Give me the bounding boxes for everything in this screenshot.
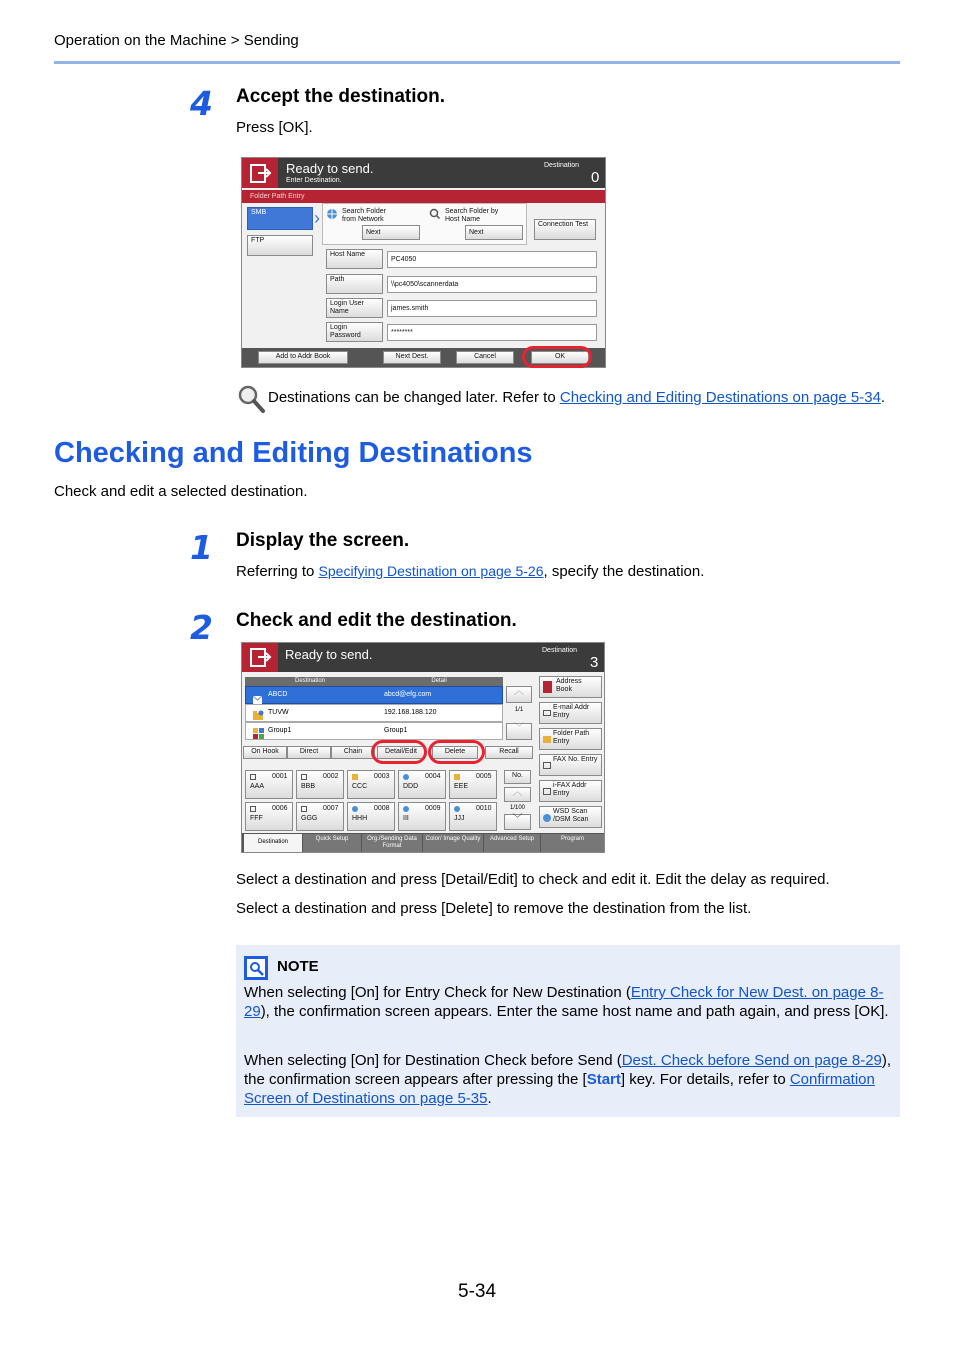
step-1-link[interactable]: Specifying Destination on page 5-26 <box>318 563 544 579</box>
number-search-button[interactable]: No. <box>504 770 531 784</box>
login-user-name-field[interactable]: james.smith <box>387 300 597 317</box>
email-icon <box>250 774 256 780</box>
delete-button[interactable]: Delete <box>432 746 478 759</box>
keys-scroll-down-button[interactable]: ﹀ <box>504 814 531 830</box>
key-name: AAA <box>250 783 265 790</box>
ifax-icon <box>543 788 551 795</box>
screen-subtitle: Enter Destination. <box>286 177 342 184</box>
fax-no-entry-button[interactable] <box>539 754 602 776</box>
folder-path-entry-button[interactable] <box>539 728 602 750</box>
tab-quick-setup[interactable]: Quick Setup <box>303 834 361 853</box>
screen-title: Ready to send. <box>285 647 373 662</box>
key-number: 0007 <box>323 805 339 812</box>
scan-icon <box>352 806 358 812</box>
section-intro: Check and edit a selected destination. <box>54 483 308 500</box>
chain-button[interactable]: Chain <box>331 746 375 759</box>
key-number: 0008 <box>374 805 390 812</box>
note-start-key: Start <box>586 1071 621 1088</box>
email-icon <box>543 710 551 716</box>
fax-no-entry-label: FAX No. Entry <box>553 756 598 763</box>
folder-path-entry-label: Folder Path Entry <box>553 730 590 745</box>
key-name: CCC <box>352 783 368 790</box>
ifax-addr-entry-label: i-FAX Addr Entry <box>553 782 587 797</box>
table-row[interactable] <box>245 704 503 722</box>
tab-advanced-setup[interactable]: Advanced Setup <box>484 834 540 853</box>
header-rule <box>54 61 900 64</box>
table-row[interactable] <box>245 722 503 740</box>
breadcrumb: Operation on the Machine > Sending <box>54 32 299 49</box>
address-book-icon <box>543 681 552 693</box>
path-field[interactable]: \\pc4050\scannerdata <box>387 276 597 293</box>
list-page-indicator: 1/1 <box>514 707 524 713</box>
key-number: 0003 <box>374 773 390 780</box>
note-p1-text-a: When selecting [On] for Entry Check for New Destination ( <box>244 984 631 1001</box>
step-1-heading: Display the screen. <box>236 530 410 551</box>
note-p1-text-b: ), the confirmation screen appears. Enter the same host name and path again, and press [OK]. <box>260 1003 889 1020</box>
search-folder-network-label: Search Folder from Network <box>342 208 386 223</box>
note-icon <box>244 956 268 980</box>
one-touch-key[interactable] <box>245 770 293 799</box>
one-touch-key[interactable] <box>296 770 344 799</box>
group-icon <box>253 726 264 737</box>
key-number: 0010 <box>476 805 492 812</box>
tab-destination[interactable]: Destination <box>244 834 302 853</box>
destination-label: Destination <box>544 162 580 169</box>
screen-title: Ready to send. <box>286 161 374 176</box>
ifax-addr-entry-button[interactable] <box>539 780 602 802</box>
tip-link[interactable]: Checking and Editing Destinations on page 5-34 <box>559 389 881 406</box>
one-touch-key[interactable] <box>449 802 497 831</box>
list-header <box>245 677 503 686</box>
cancel-button[interactable]: Cancel <box>456 351 514 364</box>
login-user-name-button[interactable]: Login User Name <box>326 298 383 318</box>
recall-button[interactable]: Recall <box>485 746 533 759</box>
key-name: DDD <box>403 783 419 790</box>
screen-title-bar <box>242 158 605 188</box>
keys-scroll-up-button[interactable]: ︿ <box>504 787 531 802</box>
note-paragraph-1 <box>244 983 892 1021</box>
note-p2-text-a: When selecting [On] for Destination Check before Send ( <box>244 1052 622 1069</box>
scan-icon <box>543 814 551 822</box>
email-icon <box>301 774 307 780</box>
email-addr-entry-button[interactable] <box>539 702 602 724</box>
on-hook-button[interactable]: On Hook <box>243 746 287 759</box>
note-p2-text-b: ), the confirmation screen appears after pressing the [ <box>244 1052 892 1088</box>
note-p2-text-c: ] key. For details, refer to <box>620 1071 790 1088</box>
delete-highlight-ring <box>428 740 485 764</box>
folder-path-entry-bar: Folder Path Entry <box>242 190 606 203</box>
one-touch-key[interactable] <box>398 802 446 831</box>
add-to-addr-book-button[interactable]: Add to Addr Book <box>258 351 348 364</box>
step-1-text <box>236 563 704 580</box>
email-icon <box>253 691 262 699</box>
list-scroll-down-button[interactable]: ﹀ <box>506 723 532 740</box>
search-icon <box>429 207 441 219</box>
search-host-next-button[interactable]: Next <box>465 225 523 240</box>
key-number: 0001 <box>272 773 288 780</box>
search-folder-host-label: Search Folder by Host Name <box>445 208 499 223</box>
next-dest-button[interactable]: Next Dest. <box>383 351 441 364</box>
host-name-button[interactable]: Host Name <box>326 249 383 269</box>
note-p2-link-2[interactable]: Confirmation Screen of Destinations on page 5-35 <box>244 1071 875 1107</box>
column-detail: Detail <box>431 678 447 684</box>
note-p1-link[interactable]: Entry Check for New Dest. on page 8-29 <box>244 984 884 1020</box>
tab-smb[interactable]: SMB <box>247 207 313 230</box>
tip-text-before: Destinations can be changed later. Refer to <box>268 389 560 406</box>
one-touch-key[interactable] <box>449 770 497 799</box>
note-p2-text-d: . <box>487 1090 492 1107</box>
note-p2-link[interactable]: Dest. Check before Send on page 8-29 <box>621 1052 882 1069</box>
detail-edit-highlight-ring <box>371 740 427 764</box>
destination-count: 3 <box>590 654 599 671</box>
row-name: TUVW <box>268 709 289 716</box>
tab-ftp[interactable]: FTP <box>247 235 313 256</box>
path-button[interactable]: Path <box>326 274 383 294</box>
table-row[interactable] <box>245 686 503 704</box>
key-number: 0004 <box>425 773 441 780</box>
ok-button[interactable]: OK <box>531 351 589 364</box>
section-title: Checking and Editing Destinations <box>54 437 533 469</box>
send-icon <box>242 158 278 188</box>
scan-icon <box>454 806 460 812</box>
wsd-scan-button[interactable] <box>539 806 602 828</box>
folder-icon <box>454 774 460 780</box>
row-detail: Group1 <box>384 727 408 734</box>
key-name: FFF <box>250 815 263 822</box>
wsd-scan-label: WSD Scan /DSM Scan <box>553 808 589 823</box>
one-touch-key[interactable] <box>347 802 395 831</box>
scan-icon <box>403 806 409 812</box>
row-name: Group1 <box>268 727 292 734</box>
tip-text-after: . <box>880 389 886 406</box>
folder-icon <box>543 736 551 743</box>
network-icon <box>326 207 338 219</box>
key-number: 0005 <box>476 773 492 780</box>
key-name: EEE <box>454 783 469 790</box>
email-icon <box>250 806 256 812</box>
connection-test-button[interactable]: Connection Test <box>534 219 596 240</box>
key-number: 0006 <box>272 805 288 812</box>
page-number: 5-34 <box>458 1281 497 1302</box>
destination-count: 0 <box>591 169 600 186</box>
tab-color-image-quality[interactable]: Color/ Image Quality <box>423 834 483 853</box>
step-1-text-after: , specify the destination. <box>543 563 705 580</box>
email-icon <box>301 806 307 812</box>
screen-title-bar <box>242 643 604 672</box>
note-box <box>236 945 900 1117</box>
key-name: BBB <box>301 783 316 790</box>
note-label: NOTE <box>277 958 319 975</box>
chevron-right-icon: › <box>314 208 320 228</box>
folder-icon <box>352 774 358 780</box>
step-4-heading: Accept the destination. <box>236 86 446 107</box>
list-scroll-up-button[interactable]: ︿ <box>506 686 532 703</box>
step-2-heading: Check and edit the destination. <box>236 610 517 631</box>
login-password-field[interactable]: ******** <box>387 324 597 341</box>
tab-program[interactable]: Program <box>541 834 604 853</box>
address-book-label: Address Book <box>556 678 582 693</box>
one-touch-key[interactable] <box>245 802 293 831</box>
folder-path-entry-screen <box>241 157 606 368</box>
key-name: III <box>403 815 409 822</box>
folder-icon <box>253 708 264 719</box>
step-4-instruction: Press [OK]. <box>236 119 313 136</box>
row-detail: abcd@efg.com <box>384 691 432 698</box>
fax-icon <box>543 762 551 769</box>
key-number: 0002 <box>323 773 339 780</box>
email-addr-entry-label: E-mail Addr Entry <box>553 704 590 719</box>
step-1-text-before: Referring to <box>236 563 319 580</box>
search-network-next-button[interactable]: Next <box>362 225 420 240</box>
column-destination: Destination <box>294 678 326 684</box>
tip-text <box>268 389 885 406</box>
destination-label: Destination <box>542 647 578 654</box>
step-1-number: 1 <box>190 528 213 567</box>
one-touch-key[interactable] <box>398 770 446 799</box>
step-2-number: 2 <box>190 608 213 647</box>
key-page-indicator: 1/100 <box>509 805 525 811</box>
row-name: ABCD <box>268 691 288 698</box>
address-book-button[interactable] <box>539 676 602 698</box>
paragraph-detail-edit: Select a destination and press [Detail/Edit] to check and edit it. Edit the delay as required. <box>236 871 830 888</box>
detail-edit-button[interactable]: Detail/Edit <box>377 746 425 759</box>
key-name: HHH <box>352 815 368 822</box>
login-password-button[interactable]: Login Password <box>326 322 383 342</box>
note-paragraph-2 <box>244 1051 900 1108</box>
key-name: GGG <box>301 815 318 822</box>
key-name: JJJ <box>454 815 465 822</box>
host-name-field[interactable]: PC4050 <box>387 251 597 268</box>
one-touch-key[interactable] <box>296 802 344 831</box>
step-4-number: 4 <box>190 84 213 123</box>
one-touch-key[interactable] <box>347 770 395 799</box>
ok-highlight-ring <box>522 346 592 368</box>
direct-button[interactable]: Direct <box>287 746 331 759</box>
tab-org-sending-format[interactable]: Org./Sending Data Format <box>362 834 422 853</box>
row-detail: 192.168.188.120 <box>384 709 437 716</box>
key-number: 0009 <box>425 805 441 812</box>
scan-icon <box>403 774 409 780</box>
send-icon <box>242 643 278 672</box>
paragraph-delete: Select a destination and press [Delete] to remove the destination from the list. <box>236 900 752 917</box>
magnifier-icon <box>236 384 266 414</box>
